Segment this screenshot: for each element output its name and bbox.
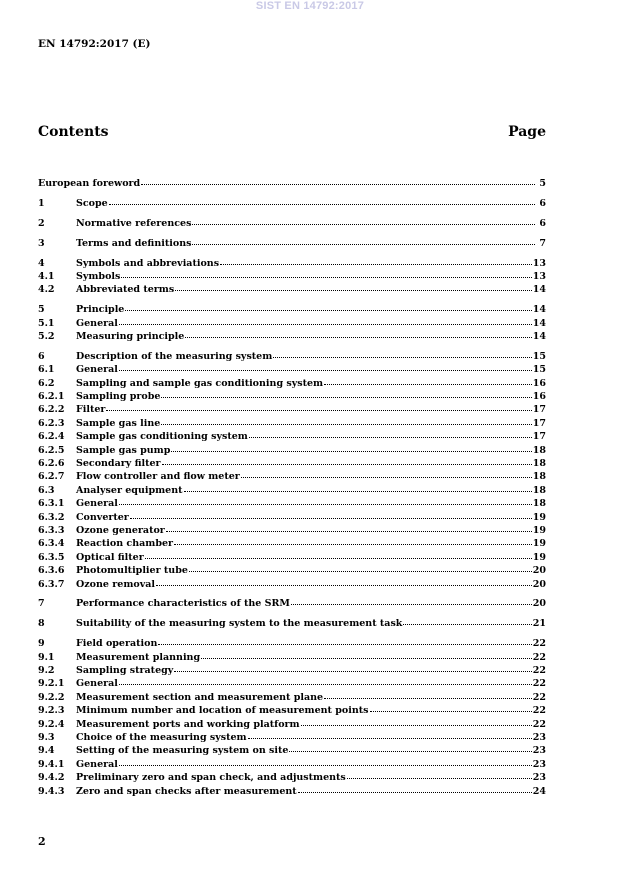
toc-entry-title: General	[76, 498, 118, 510]
toc-entry[interactable]	[38, 704, 546, 717]
toc-entry[interactable]	[38, 237, 546, 250]
toc-entry-page: 6	[539, 217, 546, 229]
toc-entry-number: 9.2.2	[38, 691, 65, 703]
dot-leader	[249, 437, 532, 438]
toc-entry-number: 9.2	[38, 665, 55, 676]
toc-entry[interactable]	[38, 691, 546, 704]
toc-entry[interactable]	[38, 283, 546, 296]
toc-entry[interactable]	[38, 270, 546, 283]
toc-entry-page: 18	[532, 458, 546, 470]
toc-entry[interactable]	[38, 524, 546, 537]
toc-entry-page: 23	[532, 758, 546, 770]
toc-entry-number: 5	[38, 304, 45, 316]
toc-entry[interactable]	[38, 430, 546, 443]
toc-entry-title: Sample gas line	[76, 417, 161, 429]
toc-entry-page: 22	[532, 691, 546, 703]
toc-entry[interactable]	[38, 511, 546, 524]
toc-entry-page: 14	[532, 304, 546, 316]
toc-entry-title: Sampling and sample gas conditioning system	[76, 377, 324, 389]
toc-entry-number: 6.2.3	[38, 417, 65, 429]
toc-entry-number: 6.2.2	[38, 404, 65, 416]
dot-leader	[166, 531, 532, 532]
dot-leader	[161, 424, 531, 425]
toc-entry-number: 6.3.1	[38, 498, 65, 510]
dot-leader	[185, 337, 531, 338]
dot-leader	[291, 604, 532, 605]
toc-entry[interactable]	[38, 637, 546, 650]
toc-entry[interactable]	[38, 197, 546, 210]
toc-entry-title: Converter	[76, 511, 129, 523]
dot-leader	[119, 684, 532, 685]
toc-entry-number: 2	[38, 217, 45, 229]
toc-entry-number: 9.2.4	[38, 718, 65, 730]
toc-entry-page: 15	[532, 364, 546, 376]
toc-entry-title: Terms and definitions	[76, 237, 192, 249]
dot-leader	[121, 277, 531, 278]
toc-entry-page: 22	[532, 665, 546, 676]
dot-leader	[370, 711, 532, 712]
dot-leader	[141, 184, 535, 185]
dot-leader	[145, 558, 532, 559]
toc-entry[interactable]	[38, 564, 546, 577]
toc-entry-page: 14	[532, 284, 546, 296]
toc-entry[interactable]	[38, 484, 546, 497]
toc-entry-number: 5.2	[38, 331, 55, 343]
dot-leader	[119, 504, 532, 505]
toc-entry-title: Flow controller and flow meter	[76, 471, 240, 483]
toc-entry-number: 3	[38, 237, 45, 249]
dot-leader	[301, 725, 532, 726]
toc-entry-page: 22	[532, 638, 546, 650]
toc-entry[interactable]	[38, 177, 546, 190]
toc-entry-number: 6.2.1	[38, 391, 65, 403]
dot-leader	[189, 571, 532, 572]
toc-entry[interactable]	[38, 617, 546, 630]
dot-leader	[192, 244, 535, 245]
toc-entry-number: 9.1	[38, 651, 55, 663]
toc-entry[interactable]	[38, 664, 546, 677]
toc-entry-page: 13	[532, 257, 546, 269]
toc-entry-number: 9.2.1	[38, 678, 65, 690]
toc-entry-title: General	[76, 364, 118, 376]
dot-leader	[273, 357, 531, 358]
toc-entry-number: 4.2	[38, 284, 55, 296]
toc-entry-page: 18	[532, 498, 546, 510]
toc-entry-title: European foreword	[38, 178, 141, 189]
toc-entry-title: Suitability of the measuring system to the measurement task	[76, 618, 403, 630]
dot-leader	[403, 624, 531, 625]
toc-entry-title: Sampling strategy	[76, 665, 174, 676]
toc-entry-number: 6.3.2	[38, 511, 65, 523]
dot-leader	[109, 204, 535, 205]
toc-entry-number: 6.3.6	[38, 565, 65, 577]
toc-entry-number: 6.1	[38, 364, 55, 376]
contents-heading: Contents	[38, 124, 109, 140]
toc-entry-page: 14	[532, 331, 546, 343]
dot-leader	[125, 310, 531, 311]
toc-entry-number: 4	[38, 257, 45, 269]
dot-leader	[171, 451, 531, 452]
toc-entry-page: 20	[532, 565, 546, 577]
toc-entry-title: Abbreviated terms	[76, 284, 175, 296]
toc-entry-title: Measurement ports and working platform	[76, 718, 300, 730]
toc-entry[interactable]	[38, 771, 546, 784]
toc-entry-page: 19	[532, 524, 546, 536]
toc-entry-title: Optical filter	[76, 551, 144, 563]
toc-entry-number: 8	[38, 618, 45, 630]
toc-entry-page: 17	[532, 404, 546, 416]
toc-entry-title: Ozone generator	[76, 524, 165, 536]
toc-entry-title: Performance characteristics of the SRM	[76, 598, 290, 610]
document-id: EN 14792:2017 (E)	[38, 38, 151, 50]
toc-entry-page: 22	[532, 718, 546, 730]
toc-entry-page: 17	[532, 431, 546, 443]
toc-entry[interactable]	[38, 444, 546, 457]
toc-entry-number: 9.3	[38, 731, 55, 743]
toc-entry[interactable]	[38, 363, 546, 376]
dot-leader	[119, 324, 532, 325]
toc-entry-page: 19	[532, 511, 546, 523]
toc-entry-title: Ozone removal	[76, 578, 155, 590]
toc-entry-title: Scope	[76, 197, 108, 209]
toc-entry-page: 5	[539, 178, 546, 189]
toc-entry[interactable]	[38, 718, 546, 731]
toc-entry-title: Zero and span checks after measurement	[76, 785, 297, 797]
toc-entry-number: 9.4.2	[38, 772, 65, 784]
dot-leader	[106, 410, 531, 411]
dot-leader	[156, 585, 532, 586]
toc-entry-page: 22	[532, 651, 546, 663]
toc-entry-page: 18	[532, 484, 546, 496]
toc-entry[interactable]	[38, 758, 546, 771]
toc-entry-title: Reaction chamber	[76, 538, 174, 550]
toc-entry-number: 1	[38, 197, 45, 209]
toc-entry-title: Field operation	[76, 638, 158, 650]
toc-entry-page: 21	[532, 618, 546, 630]
toc-entry[interactable]	[38, 537, 546, 550]
toc-entry-page: 18	[532, 444, 546, 456]
watermark: SIST EN 14792:2017	[255, 0, 365, 12]
toc-entry-title: Sample gas conditioning system	[76, 431, 248, 443]
dot-leader	[248, 738, 532, 739]
toc-entry-number: 9	[38, 638, 45, 650]
toc-entry[interactable]	[38, 417, 546, 430]
toc-entry-title: General	[76, 317, 118, 329]
toc-entry-title: Measurement planning	[76, 651, 201, 663]
dot-leader	[220, 264, 532, 265]
toc-entry-number: 9.4.3	[38, 785, 65, 797]
toc-entry-page: 14	[532, 317, 546, 329]
toc-entry-number: 6.3.5	[38, 551, 65, 563]
toc-entry-number: 6.3.7	[38, 578, 65, 590]
toc-entry-title: Sampling probe	[76, 391, 161, 403]
toc-entry[interactable]	[38, 317, 546, 330]
dot-leader	[174, 671, 531, 672]
dot-leader	[184, 491, 532, 492]
toc-entry-title: Photomultiplier tube	[76, 565, 188, 577]
toc-entry[interactable]	[38, 677, 546, 690]
dot-leader	[201, 658, 532, 659]
dot-leader	[174, 544, 532, 545]
toc-entry[interactable]	[38, 403, 546, 416]
toc-entry[interactable]	[38, 470, 546, 483]
dot-leader	[119, 370, 532, 371]
toc-entry-title: Measurement section and measurement plane	[76, 691, 324, 703]
toc-entry-title: Description of the measuring system	[76, 350, 273, 362]
toc-entry[interactable]	[38, 597, 546, 610]
toc-entry-page: 20	[532, 598, 546, 610]
toc-entry-page: 15	[532, 350, 546, 362]
toc-entry-page: 22	[532, 678, 546, 690]
toc-entry-title: Normative references	[76, 217, 192, 229]
toc-entry-number: 6.3.4	[38, 538, 65, 550]
toc-entry-title: Preliminary zero and span check, and adjustments	[76, 772, 346, 784]
toc-entry-page: 17	[532, 417, 546, 429]
toc-entry-page: 23	[532, 772, 546, 784]
toc-entry-page: 18	[532, 471, 546, 483]
toc-entry-page: 22	[532, 705, 546, 717]
dot-leader	[298, 792, 532, 793]
toc-entry-number: 6.2.4	[38, 431, 65, 443]
toc-entry[interactable]	[38, 497, 546, 510]
toc-entry[interactable]	[38, 377, 546, 390]
dot-leader	[162, 464, 532, 465]
toc-entry-page: 16	[532, 391, 546, 403]
toc-entry-page: 24	[532, 785, 546, 797]
dot-leader	[347, 778, 532, 779]
toc-entry[interactable]	[38, 744, 546, 757]
toc-entry-title: Choice of the measuring system	[76, 731, 247, 743]
toc-entry-number: 9.2.3	[38, 705, 65, 717]
dot-leader	[324, 384, 532, 385]
toc-entry-page: 7	[539, 237, 546, 249]
dot-leader	[175, 290, 532, 291]
toc-entry-page: 16	[532, 377, 546, 389]
toc-entry[interactable]	[38, 651, 546, 664]
toc-entry[interactable]	[38, 390, 546, 403]
dot-leader	[324, 698, 532, 699]
toc-entry-title: Symbols	[76, 270, 121, 282]
dot-leader	[158, 644, 531, 645]
toc-entry[interactable]	[38, 551, 546, 564]
toc-entry-title: General	[76, 678, 118, 690]
toc-entry-page: 13	[532, 270, 546, 282]
toc-entry-page: 23	[532, 731, 546, 743]
toc-entry[interactable]	[38, 457, 546, 470]
dot-leader	[119, 765, 532, 766]
toc-entry-number: 9.4.1	[38, 758, 65, 770]
toc-entry-number: 4.1	[38, 270, 55, 282]
toc-entry[interactable]	[38, 217, 546, 230]
toc-entry-number: 6.2	[38, 377, 55, 389]
toc-entry[interactable]	[38, 785, 546, 798]
toc-entry-page: 23	[532, 745, 546, 757]
toc-entry-number: 6.2.7	[38, 471, 65, 483]
table-of-contents	[38, 177, 546, 798]
toc-entry-number: 5.1	[38, 317, 55, 329]
toc-entry-page: 6	[539, 197, 546, 209]
toc-entry-title: Analyser equipment	[76, 484, 183, 496]
toc-entry-number: 7	[38, 598, 45, 610]
toc-entry-title: Minimum number and location of measurement points	[76, 705, 369, 717]
toc-entry-number: 9.4	[38, 745, 55, 757]
toc-entry-number: 6.2.5	[38, 444, 65, 456]
toc-entry[interactable]	[38, 350, 546, 363]
toc-entry-title: Setting of the measuring system on site	[76, 745, 289, 757]
toc-entry[interactable]	[38, 303, 546, 316]
toc-entry[interactable]	[38, 578, 546, 591]
toc-entry-page: 20	[532, 578, 546, 590]
page-number: 2	[38, 835, 46, 848]
toc-entry-number: 6.3.3	[38, 524, 65, 536]
toc-entry-page: 19	[532, 551, 546, 563]
toc-entry-title: Sample gas pump	[76, 444, 171, 456]
dot-leader	[130, 518, 532, 519]
page-column-heading: Page	[508, 124, 546, 140]
dot-leader	[161, 397, 531, 398]
toc-entry-number: 6.3	[38, 484, 55, 496]
dot-leader	[241, 477, 532, 478]
toc-entry[interactable]	[38, 257, 546, 270]
toc-entry-title: Symbols and abbreviations	[76, 257, 220, 269]
toc-entry-page: 19	[532, 538, 546, 550]
dot-leader	[192, 224, 535, 225]
toc-entry-title: Filter	[76, 404, 106, 416]
toc-entry[interactable]	[38, 330, 546, 343]
toc-entry-number: 6.2.6	[38, 458, 65, 470]
dot-leader	[289, 751, 531, 752]
toc-entry-title: Principle	[76, 304, 125, 316]
toc-entry[interactable]	[38, 731, 546, 744]
toc-entry-title: General	[76, 758, 118, 770]
toc-entry-title: Measuring principle	[76, 331, 185, 343]
toc-entry-number: 6	[38, 350, 45, 362]
toc-entry-title: Secondary filter	[76, 458, 161, 470]
